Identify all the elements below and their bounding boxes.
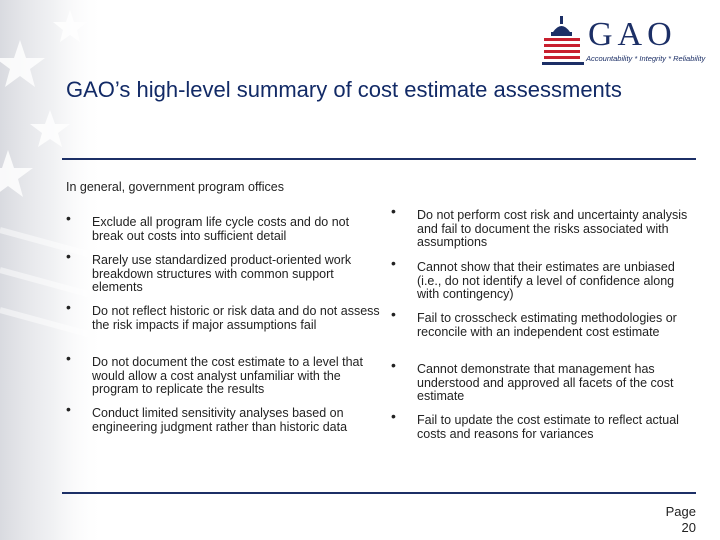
bullet-dot-icon: •: [66, 401, 71, 417]
capitol-flag-emblem: [540, 14, 586, 66]
bullet-text: Do not reflect historic or risk data and do not assess the risk impacts if major assumptions fail: [92, 304, 380, 332]
page-label: Page: [665, 504, 696, 519]
bullet-text: Cannot demonstrate that management has understood and approved all facets of the cost estimate: [417, 362, 674, 403]
bullet-text: Conduct limited sensitivity analyses based on engineering judgment rather than historic data: [92, 406, 348, 434]
bullet-dot-icon: •: [66, 210, 71, 226]
bullet-dot-icon: •: [66, 350, 71, 366]
bullet-dot-icon: •: [66, 299, 71, 315]
bullet-dot-icon: •: [391, 306, 396, 322]
logo-tagline: Accountability * Integrity * Reliability: [586, 54, 706, 63]
bullet-text: Exclude all program life cycle costs and do not break out costs into sufficient detail: [92, 215, 350, 243]
bullet-text: Do not perform cost risk and uncertainty analysis and fail to document the risks associated with assumptions: [417, 208, 688, 249]
intro-text: In general, government program offices: [66, 180, 284, 194]
bullet-dot-icon: •: [66, 248, 71, 264]
bullet-dot-icon: •: [391, 203, 396, 219]
slide-title: GAO’s high-level summary of cost estimate assessments: [66, 77, 622, 102]
bullet-text: Cannot show that their estimates are unbiased (i.e., do not identify a level of confidence along with contingency): [417, 260, 675, 301]
footer-divider: [62, 492, 696, 494]
bullet-text: Fail to crosscheck estimating methodologies or reconcile with an independent cost estimate: [417, 311, 677, 339]
bullet-dot-icon: •: [391, 255, 396, 271]
page-value: 20: [681, 520, 696, 535]
title-divider: [62, 158, 696, 160]
bullet-dot-icon: •: [391, 357, 396, 373]
bullet-text: Rarely use standardized product-oriented work breakdown structures with common support elements: [92, 253, 352, 294]
gao-logo: [540, 14, 706, 66]
bullet-text: Do not document the cost estimate to a level that would allow a cost analyst unfamiliar with the program to replicate the results: [92, 355, 363, 396]
logo-wordmark: GAO: [588, 16, 677, 53]
bullet-text: Fail to update the cost estimate to reflect actual costs and reasons for variances: [417, 413, 679, 441]
bullet-dot-icon: •: [391, 408, 396, 424]
page-number: [666, 504, 696, 536]
